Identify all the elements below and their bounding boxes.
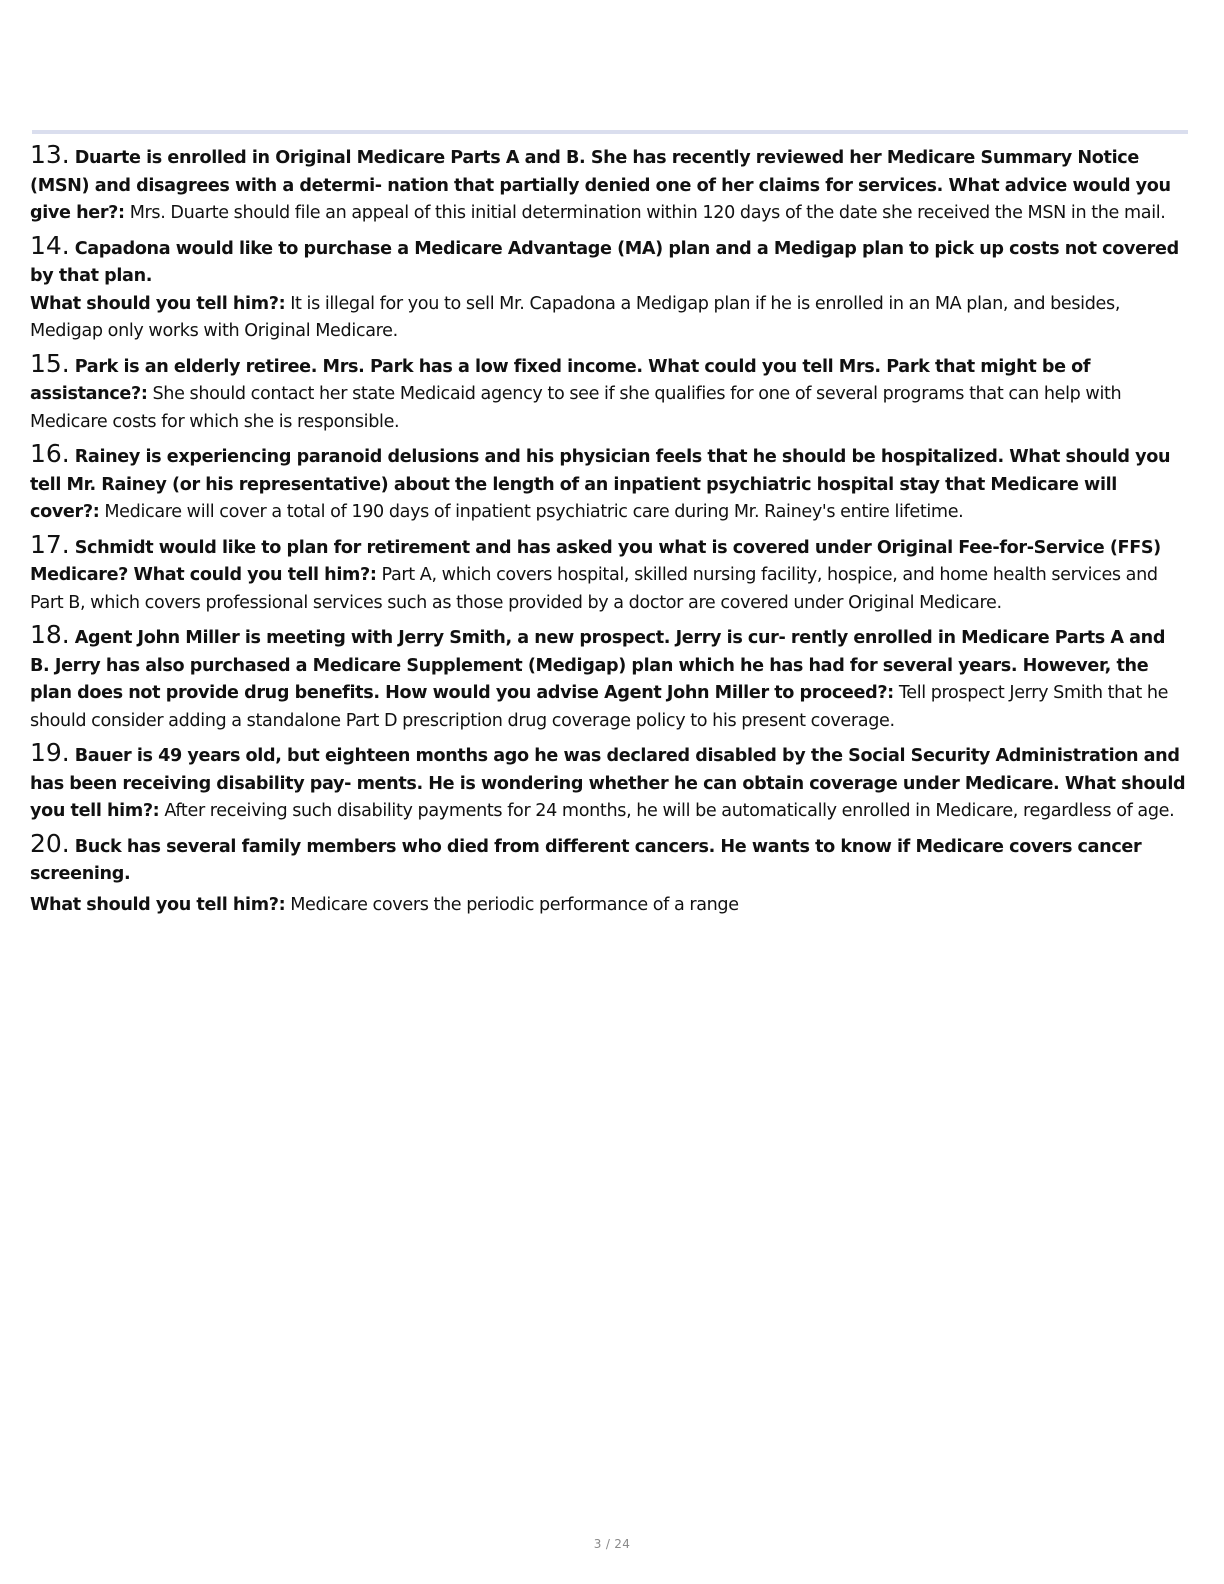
answer-text: Medicare covers the periodic performance of a range	[290, 894, 739, 915]
answer-text: Mrs. Duarte should file an appeal of this initial determination within 120 days of the date she received the MSN in the mail.	[129, 203, 1166, 223]
answer-text: Tell prospect Jerry Smith that he should consider adding a standalone Part D prescription drug coverage policy to his present coverage.	[30, 683, 1169, 731]
header-divider	[32, 130, 1188, 134]
answer-text: After receiving such disability payments for 24 months, he will be automatically enrolled in Medicare, regardless of age.	[164, 801, 1175, 821]
question-number: 19.	[30, 738, 70, 767]
question-text: Buck has several family members who died from different cancers. He wants to know if Medicare covers cancer screening.	[30, 836, 1142, 884]
question-item-15	[30, 348, 1188, 437]
question-text: Capadona would like to purchase a Medicare Advantage (MA) plan and a Medigap plan to pick up costs not covered by that plan.	[30, 238, 1179, 286]
question-followup: What should you tell him?:	[30, 894, 286, 915]
question-number: 13.	[30, 140, 70, 169]
question-item-16	[30, 441, 1188, 527]
question-text: Schmidt would like to plan for retirement and has asked you what is covered under Original Fee-for-Service (FFS) Medicare? What could you tell him?:	[30, 537, 1161, 585]
question-item-20	[30, 828, 1188, 920]
question-text: Agent John Miller is meeting with Jerry Smith, a new prospect. Jerry is cur- rently enrolled in Medicare Parts A and B. Jerry has also purchased a Medicare Supplement (Medigap) plan which he has had for several years. However, the plan does not provide drug benefits. How would you advise Agent John Miller to proceed?:	[30, 628, 1166, 703]
followup-line	[30, 892, 1188, 920]
page-indicator: 3 / 24	[593, 1537, 631, 1551]
question-item-17	[30, 529, 1188, 618]
answer-text: Part A, which covers hospital, skilled nursing facility, hospice, and home health services and Part B, which covers professional services such as those provided by a doctor are covered under Original Medicare.	[30, 565, 1158, 613]
question-item-19	[30, 740, 1188, 826]
followup-line	[30, 291, 1188, 346]
answer-text: She should contact her state Medicaid agency to see if she qualifies for one of several programs that can help with Medicare costs for which she is responsible.	[30, 384, 1122, 432]
question-item-13	[30, 142, 1188, 228]
question-text: Bauer is 49 years old, but eighteen months ago he was declared disabled by the Social Security Administration and has been receiving disability pay- ments. He is wondering whether he can obtain coverage under Medicare. What should you tell him?:	[30, 746, 1186, 821]
question-list	[30, 142, 1188, 924]
question-number: 17.	[30, 529, 70, 559]
answer-text: It is illegal for you to sell Mr. Capadona a Medigap plan if he is enrolled in an MA plan, and besides, Medigap only works with Original Medicare.	[30, 293, 1121, 341]
question-text: Park is an elderly retiree. Mrs. Park has a low fixed income. What could you tell Mrs. Park that might be of assistance?:	[30, 356, 1091, 404]
answer-text: Medicare will cover a total of 190 days of inpatient psychiatric care during Mr. Rainey's entire lifetime.	[104, 502, 964, 522]
question-text: Duarte is enrolled in Original Medicare Parts A and B. She has recently reviewed her Medicare Summary Notice (MSN) and disagrees with a determi- nation that partially denied one of her claims for services. What advice would you give her?:	[30, 148, 1171, 223]
question-text: Rainey is experiencing paranoid delusions and his physician feels that he should be hospitalized. What should you tell Mr. Rainey (or his representative) about the length of an inpatient psychiatric hospital stay that Medicare will cover?:	[30, 447, 1171, 522]
question-number: 14.	[30, 230, 70, 260]
question-item-14	[30, 230, 1188, 346]
question-item-18	[30, 622, 1188, 735]
question-number: 16.	[30, 439, 70, 468]
question-followup: What should you tell him?:	[30, 293, 286, 314]
question-number: 20.	[30, 828, 70, 858]
question-number: 15.	[30, 348, 70, 378]
question-number: 18.	[30, 620, 70, 649]
